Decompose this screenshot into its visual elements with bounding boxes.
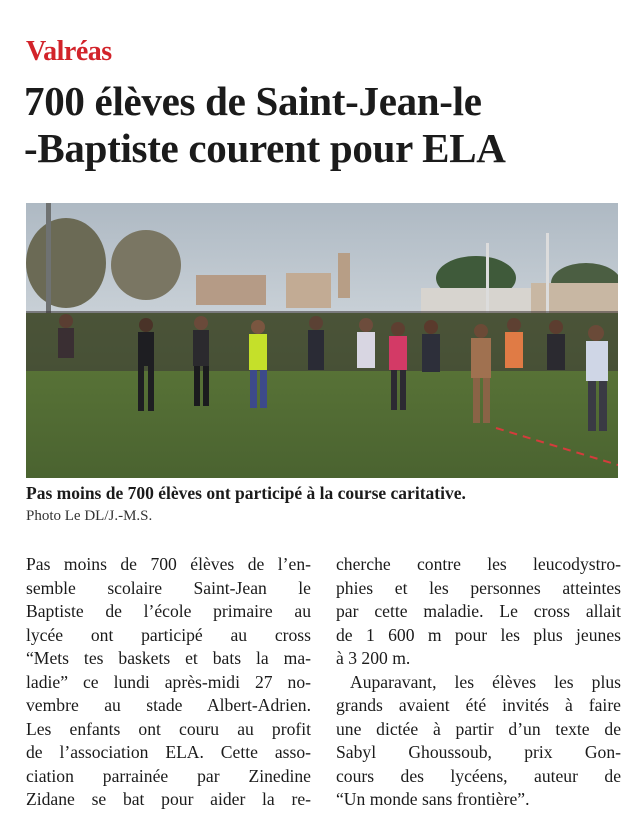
body-line: ciation parrainée par Zinedine xyxy=(26,765,311,786)
body-line: à 3 200 m. xyxy=(336,648,411,668)
body-line: Sabyl Ghoussoub, prix Gon- xyxy=(336,742,621,762)
headline xyxy=(24,78,624,172)
body-line: grands avaient été invités à faire xyxy=(336,695,621,715)
body-line: lycée ont participé au cross xyxy=(26,624,311,645)
body-line: “Un monde sans frontière”. xyxy=(336,789,530,809)
photo-runners-icon xyxy=(26,203,618,478)
body-line: cours des lycéens, auteur de xyxy=(336,765,621,786)
body-line: de l’association ELA. Cette asso- xyxy=(26,742,311,762)
headline-line-2: -Baptiste courent pour ELA xyxy=(24,125,506,171)
article-photo xyxy=(26,203,618,478)
body-line: “Mets tes baskets et bats la ma- xyxy=(26,648,311,668)
article-column-2 xyxy=(336,553,621,812)
photo-caption: Pas moins de 700 élèves ont participé à la course caritative. xyxy=(26,483,466,503)
body-line: Pas moins de 700 élèves de l’en- xyxy=(26,554,311,574)
body-line: Auparavant, les élèves les plus xyxy=(350,671,621,692)
article-column-1 xyxy=(26,553,311,812)
body-line: Baptiste de l’école primaire au xyxy=(26,601,311,621)
body-line: Zidane se bat pour aider la re- xyxy=(26,789,311,809)
body-line: vembre au stade Albert-Adrien. xyxy=(26,695,311,715)
body-line: de 1 600 m pour les plus jeunes xyxy=(336,624,621,645)
body-line: une dictée à partir d’un texte de xyxy=(336,718,621,739)
body-line: ladie” ce lundi après-midi 27 no- xyxy=(26,671,311,692)
body-line: semble scolaire Saint-Jean le xyxy=(26,577,311,598)
body-line: phies et les personnes atteintes xyxy=(336,577,621,598)
kicker: Valréas xyxy=(26,36,112,67)
body-line: Les enfants ont couru au profit xyxy=(26,718,311,739)
body-line: par cette maladie. Le cross allait xyxy=(336,601,621,621)
headline-line-1: 700 élèves de Saint-Jean-le xyxy=(24,78,482,124)
body-line: cherche contre les leucodystro- xyxy=(336,554,621,574)
photo-credit: Photo Le DL/J.-M.S. xyxy=(26,508,153,524)
